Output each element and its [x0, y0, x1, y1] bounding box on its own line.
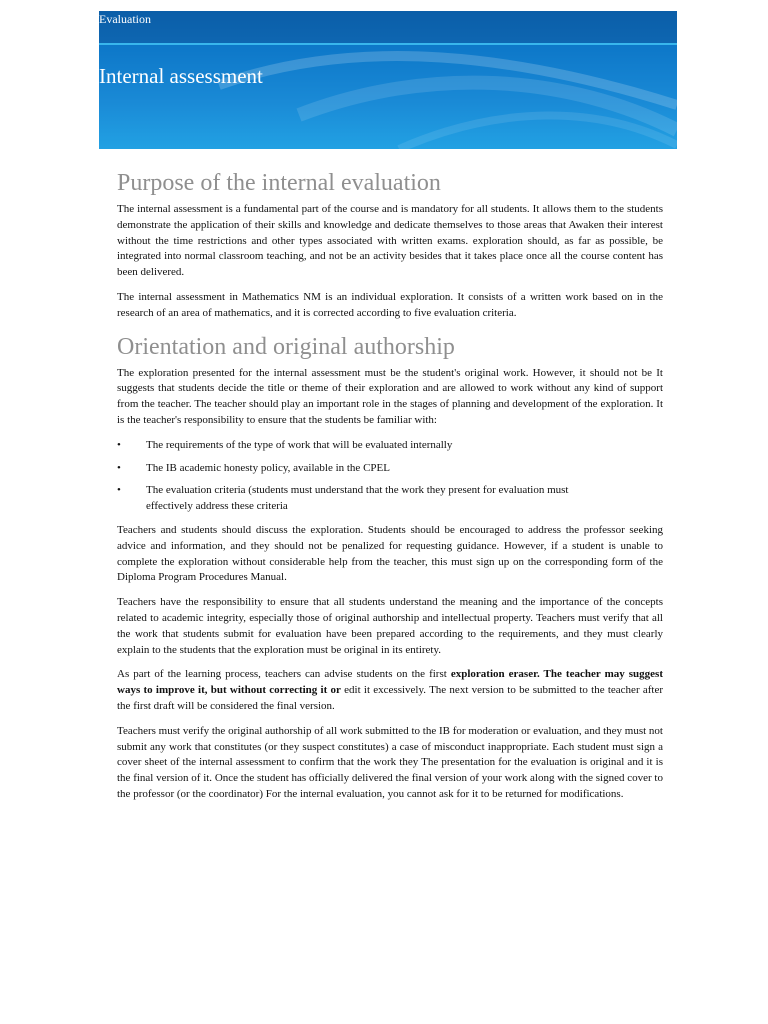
requirements-list	[117, 438, 663, 515]
paragraph: Teachers must verify the original authorship of all work submitted to the IB for moderation or evaluation, and they must not submit any work that constitutes (or they suspect constitutes) a case of misconduct inappropriate. Each student must sign a cover sheet of the internal assessment to confirm that the work they The presentation for the evaluation is original and it is the final version of it. Once the student has officially delivered the final version of your work along with the signed cover to the professor (or the coordinator) For the internal evaluation, you cannot ask for it to be returned for modifications.	[117, 724, 663, 800]
list-item	[117, 461, 586, 477]
paragraph: The internal assessment is a fundamental part of the course and is mandatory for all students. It allows them to the students demonstrate the application of their skills and knowledge and dedicate themselves to those areas that Awaken their interest without the time restrictions and other types associated with written exams. exploration should, as far as possible, be integrated into normal classroom teaching, and not be an activity besides that it takes place once all the course content has been delivered.	[117, 203, 663, 279]
list-item	[117, 438, 586, 454]
banner-wave-decoration	[99, 45, 677, 149]
emphasized-text: exploration eraser. The teacher may suggest ways to improve it, but without correcting it or	[117, 668, 664, 697]
paragraph: Teachers and students should discuss the exploration. Students should be encouraged to address the professor seeking advice and information, and they should not be penalized for requesting guidance. However, if a student is unable to complete the exploration without considerable help from the teacher, this must sign up on the corresponding form of the Diploma Program Procedures Manual.	[117, 523, 663, 584]
list-item	[117, 483, 586, 515]
section-heading-orientation: Orientation and original authorship	[117, 333, 455, 360]
list-item-text: The requirements of the type of work that will be evaluated internally	[146, 438, 453, 451]
list-item-text: The IB academic honesty policy, available in the CPEL	[146, 461, 390, 474]
page-title: Internal assessment	[99, 64, 263, 88]
paragraph-text: edit it excessively. The next version to be submitted to the teacher after the first draft will be considered the final version.	[117, 684, 664, 712]
section-label: Evaluation	[99, 12, 151, 26]
paragraph: The internal assessment in Mathematics NM is an individual exploration. It consists of a written work based on in the research of an area of mathematics, and it is corrected according to five evaluation criteria.	[117, 290, 663, 319]
bullet-icon: •	[117, 461, 121, 474]
paragraph	[117, 667, 663, 714]
document-body	[117, 168, 663, 812]
paragraph: Teachers have the responsibility to ensure that all students understand the meaning and the importance of the concepts related to academic integrity, especially those of original authorship and intellectual property. Teachers must verify that all the work that students submit for evaluation have been prepared according to the requirements, and they must clearly explain to the students that the exploration must be original in its entirety.	[117, 596, 663, 656]
list-item-text: The evaluation criteria (students must understand that the work they present for evaluation must effectively address these criteria	[146, 484, 569, 513]
paragraph: The exploration presented for the internal assessment must be the student's original work. However, it should not be It suggests that students decide the title or theme of their exploration and are allowed to work without any kind of support from the teacher. The teacher should play an important role in the stages of planning and development of the exploration. It is the teacher's responsibility to ensure that the students be familiar with:	[117, 366, 663, 426]
bullet-icon: •	[117, 484, 121, 497]
chapter-banner	[99, 11, 677, 149]
section-heading-purpose: Purpose of the internal evaluation	[117, 170, 441, 196]
paragraph-text: As part of the learning process, teachers can advise students on the first	[117, 668, 447, 681]
banner-top-strip	[99, 11, 677, 43]
bullet-icon: •	[117, 438, 121, 451]
